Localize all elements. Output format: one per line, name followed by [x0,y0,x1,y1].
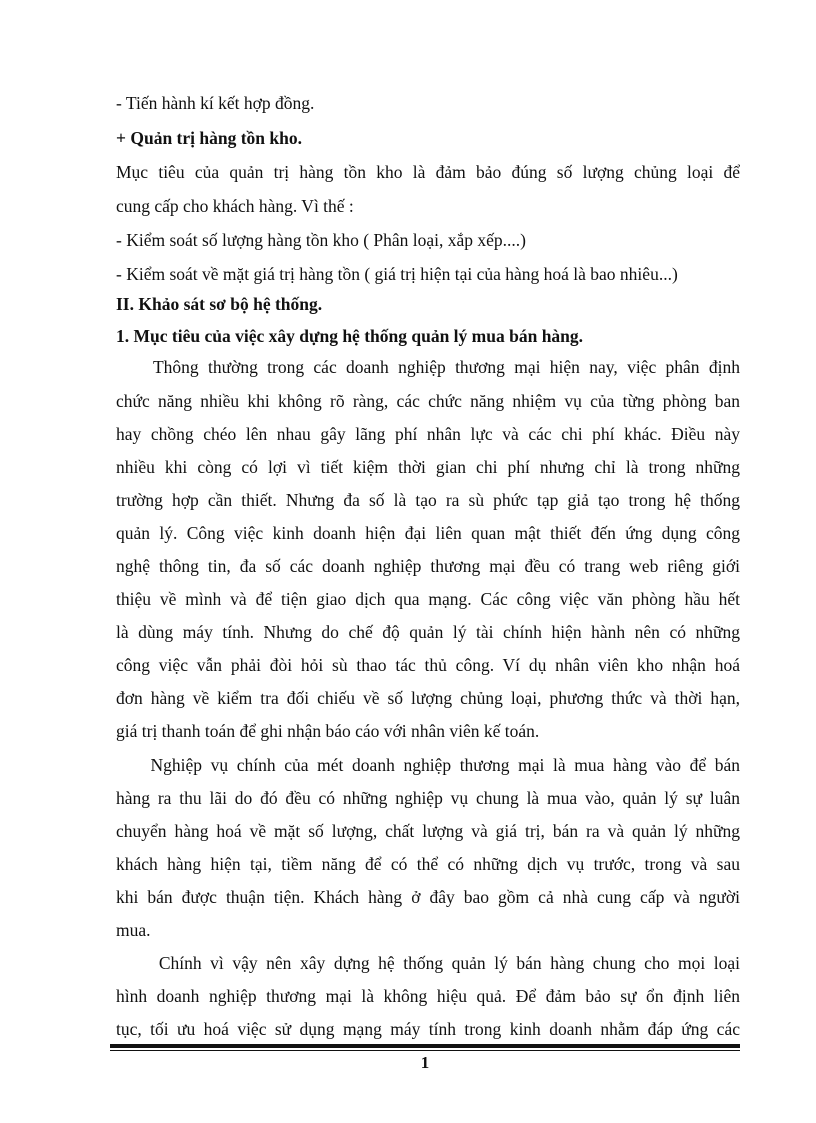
paragraph-line: khi bán được thuận tiện. Khách hàng ở đây bao gồm cả nhà cung cấp và người [116,887,740,907]
footer-rule [110,1044,740,1048]
paragraph-line: hình doanh nghiệp thương mại là không hiệu quả. Để đảm bảo sự ổn định liên [116,986,740,1006]
bullet-sign-contract: - Tiến hành kí kết hợp đồng. [116,93,315,113]
footer-rule-thin [110,1050,740,1051]
paragraph-line: khách hàng hiện tại, tiềm năng để có thể có những dịch vụ trước, trong và sau [116,854,740,874]
paragraph-line: nhiều khi còng có lợi vì tiết kiệm thời gian chi phí nhưng chỉ là trong những [116,457,740,477]
paragraph-line: tục, tối ưu hoá việc sử dụng mạng máy tính trong kinh doanh nhằm đáp ứng các [116,1019,740,1039]
paragraph-line: cung cấp cho khách hàng. Vì thế : [116,196,354,216]
page-number: 1 [420,1053,430,1072]
paragraph-line: thiệu về mình và để tiện giao dịch qua mạng. Các công việc văn phòng hầu hết [116,589,740,609]
paragraph-line: công việc vẫn phải đòi hỏi sù thao tác thủ công. Ví dụ nhân viên kho nhận hoá [116,655,740,675]
paragraph-line: là dùng máy tính. Nhưng do chế độ quản lý tài chính hiện hành nên có những [116,622,740,642]
paragraph-line: giá trị thanh toán để ghi nhận báo cáo với nhân viên kế toán. [116,721,540,741]
bullet-value-control: - Kiểm soát về mặt giá trị hàng tồn ( giá trị hiện tại của hàng hoá là bao nhiêu...) [116,264,678,284]
paragraph-line: chuyển hàng hoá về mặt số lượng, chất lượng và giá trị, bán ra và quản lý những [116,821,740,841]
paragraph-line: quản lý. Công việc kinh doanh hiện đại liên quan mật thiết đến ứng dụng công [116,523,740,543]
paragraph-line: Chính vì vậy nên xây dựng hệ thống quản lý bán hàng chung cho mọi loại [116,953,740,973]
paragraph-line: Nghiệp vụ chính của mét doanh nghiệp thương mại là mua hàng vào để bán [116,755,740,775]
section-heading-ii: II. Khảo sát sơ bộ hệ thống. [116,294,323,314]
subsection-heading-1: 1. Mục tiêu của việc xây dựng hệ thống quản lý mua bán hàng. [116,326,584,346]
paragraph-line: chức năng nhiều khi không rõ ràng, các chức năng nhiệm vụ của từng phòng ban [116,391,740,411]
paragraph-line: nghệ thông tin, đa số các doanh nghiệp thương mại đều có trang web riêng giới [116,556,740,576]
heading-inventory-management: + Quản trị hàng tồn kho. [116,128,302,148]
paragraph-line: trường hợp cần thiết. Nhưng đa số là tạo ra sù phức tạp giả tạo trong hệ thống [116,490,740,510]
paragraph-line: đơn hàng về kiểm tra đối chiếu về số lượng chủng loại, phương thức và thời hạn, [116,688,740,708]
paragraph-line: hay chồng chéo lên nhau gây lãng phí nhân lực và các chi phí khác. Điều này [116,424,740,444]
paragraph-line: Mục tiêu của quản trị hàng tồn kho là đảm bảo đúng số lượng chủng loại để [116,162,740,182]
paragraph-line: mua. [116,920,151,940]
paragraph-line: Thông thường trong các doanh nghiệp thương mại hiện nay, việc phân định [116,357,740,377]
paragraph-line: hàng ra thu lãi do đó đều có những nghiệp vụ chung là mua vào, quản lý sự luân [116,788,740,808]
bullet-quantity-control: - Kiểm soát số lượng hàng tồn kho ( Phân loại, xắp xếp....) [116,230,526,250]
